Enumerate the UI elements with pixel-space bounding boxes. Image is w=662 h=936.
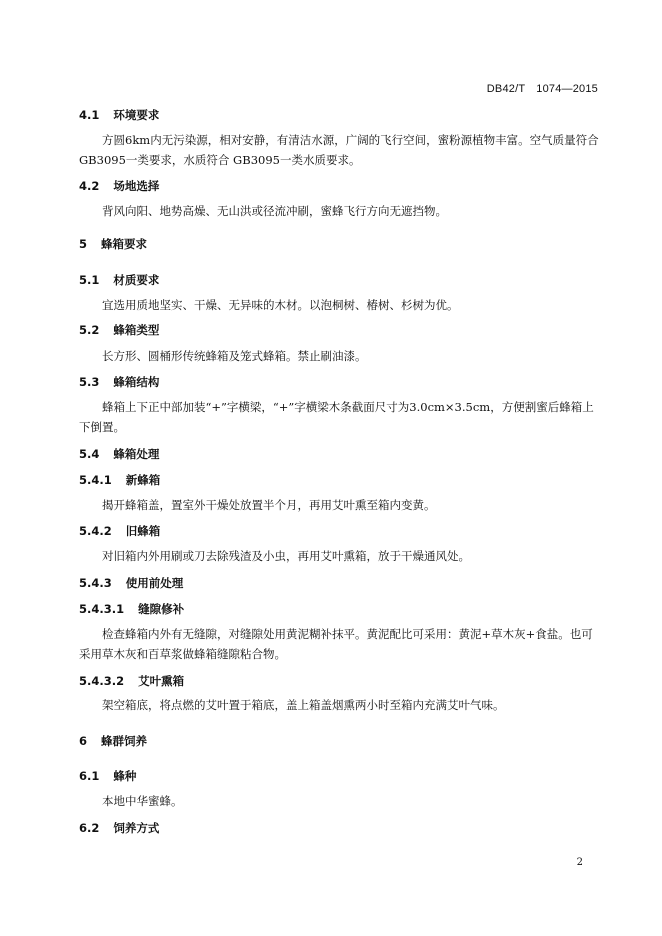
heading-title: 缝隙修补 (138, 602, 185, 616)
heading-4-2 (79, 178, 159, 194)
paragraph-5-3: 蜂箱上下正中部加装“+”字横梁，“+”字横梁木条截面尺寸为3.0cm×3.5cm，方便割蜜后蜂箱上下倒置。 (79, 400, 594, 434)
heading-5 (79, 236, 147, 252)
heading-6-2 (79, 820, 159, 836)
heading-5-4-3-1 (79, 601, 184, 617)
heading-number: 5.4.2 (79, 524, 112, 538)
heading-title: 场地选择 (113, 179, 160, 193)
heading-title: 环境要求 (113, 108, 160, 122)
heading-5-4-3 (79, 575, 183, 591)
heading-title: 使用前处理 (125, 576, 184, 590)
heading-5-1 (79, 272, 159, 288)
heading-number: 5 (79, 237, 88, 251)
heading-title: 蜂箱结构 (113, 375, 160, 389)
standard-code: DB42/T 1074—2015 (486, 83, 598, 95)
heading-number: 6.1 (79, 769, 100, 783)
heading-title: 新蜂箱 (125, 473, 161, 487)
heading-5-3 (79, 374, 159, 390)
paragraph-5-4-3-2: 架空箱底，将点燃的艾叶置于箱底，盖上箱盖烟熏两小时至箱内充满艾叶气味。 (102, 698, 505, 712)
paragraph-5-4-1: 揭开蜂箱盖，置室外干燥处放置半个月，再用艾叶熏至箱内变黄。 (102, 498, 436, 512)
heading-4-1 (79, 107, 159, 123)
heading-number: 5.2 (79, 323, 100, 337)
heading-title: 蜂种 (113, 769, 137, 783)
paragraph-4-2: 背风向阳、地势高燥、无山洪或径流冲刷，蜜蜂飞行方向无遮挡物。 (102, 204, 447, 218)
heading-title: 艾叶熏箱 (138, 674, 185, 688)
heading-title: 旧蜂箱 (125, 524, 161, 538)
paragraph-5-4-3-1: 检查蜂箱内外有无缝隙，对缝隙处用黄泥糊补抹平。黄泥配比可采用：黄泥+草木灰+食盐。也可采用草木灰和百草浆做蜂箱缝隙粘合物。 (79, 627, 593, 661)
heading-5-4-1 (79, 472, 160, 488)
heading-5-4-2 (79, 523, 160, 539)
heading-title: 蜂箱类型 (113, 323, 160, 337)
paragraph-5-2: 长方形、圆桶形传统蜂箱及笼式蜂箱。禁止刷油漆。 (102, 349, 367, 363)
paragraph-5-4-2: 对旧箱内外用刷或刀去除残渣及小虫，再用艾叶熏箱，放于干燥通风处。 (102, 549, 470, 563)
heading-number: 5.4.3.2 (79, 674, 125, 688)
heading-title: 蜂箱要求 (101, 237, 148, 251)
heading-number: 6 (79, 734, 88, 748)
heading-number: 4.1 (79, 108, 100, 122)
heading-title: 饲养方式 (113, 821, 160, 835)
paragraph-4-1: 方圆6km内无污染源，相对安静，有清洁水源，广阔的飞行空间，蜜粉源植物丰富。空气质量符合GB3095一类要求，水质符合 GB3095一类水质要求。 (79, 133, 599, 167)
heading-number: 4.2 (79, 179, 100, 193)
heading-5-4 (79, 446, 159, 462)
heading-number: 5.4.3.1 (79, 602, 125, 616)
heading-title: 蜂群饲养 (101, 734, 148, 748)
heading-number: 5.3 (79, 375, 100, 389)
heading-5-2 (79, 322, 159, 338)
heading-number: 5.1 (79, 273, 100, 287)
heading-title: 材质要求 (113, 273, 160, 287)
heading-6-1 (79, 768, 136, 784)
heading-number: 5.4.3 (79, 576, 112, 590)
paragraph-5-1: 宜选用质地坚实、干燥、无异味的木材。以泡桐树、椿树、杉树为优。 (102, 298, 459, 312)
heading-number: 5.4.1 (79, 473, 112, 487)
heading-number: 6.2 (79, 821, 100, 835)
heading-5-4-3-2 (79, 673, 184, 689)
heading-number: 5.4 (79, 447, 100, 461)
paragraph-6-1: 本地中华蜜蜂。 (102, 794, 183, 808)
heading-title: 蜂箱处理 (113, 447, 160, 461)
page-number: 2 (576, 857, 583, 868)
heading-6 (79, 733, 147, 749)
